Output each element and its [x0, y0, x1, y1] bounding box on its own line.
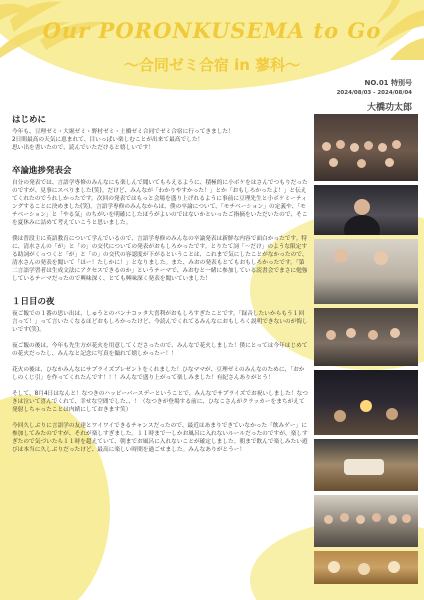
table-photo — [314, 551, 418, 584]
night-paragraph-4: そして、8月4日はなんと！なつきのハッピーバースデーということで、みんなでサプライズでお祝いしました！なつきは泣いて喜んでくれて、幸せな空間でした、、！（なつきが登場する前に、ひなこさんがクラッカーをまちがえて発射しちゃったことは内緒にしておきます笑） — [12, 391, 308, 413]
section-heading-thesis: 卒論進捗発表会 — [12, 166, 72, 176]
dinner-photo — [314, 439, 418, 491]
issue-number: NO.01 特別号 — [364, 79, 412, 87]
thesis-paragraph-2: 僕は普段主に英語教育について学んでいるので、言語学専修のみんなの卒論発表は新鮮な内容で面白かったです。特に、清水さんの「が」と「の」の交代についての発表がおもしろかったです。とりたて詞「〜だけ」のような限定する助詞がくっつくと「が」と「の」の交代の容認度が下がるということは、これまで気にしたことがなかったので、清水さんの発表を聞いて「ほー！たしかに！」となりました。また、みおの発表もとてもおもしろかったです。「第二言語学習者は生成文法にアクセスできるのか」というテーマで、みおむと一緒に参加している読書会でまさに勉強しているテーマだったので興味深く、とても興味深く発表を聞いていました！ — [12, 236, 308, 282]
issue-meta — [337, 78, 412, 113]
intro-paragraph: 今年も、豆理ゼミ・大堀ゼミ・野村ゼミ・土橋ゼミ合同でゼミ合宿に行ってきました！ 2日間最高の天気に恵まれて、目いっぱい楽しむことが出来て最高でした！ 思い出を書いたので、読んでいただけると嬉しいです！ — [12, 129, 234, 151]
issue-dates: 2024/08/03 - 2024/08/04 — [336, 90, 412, 96]
group-photo — [314, 114, 418, 181]
sparkler-photo — [314, 370, 418, 435]
group-photo-2 — [314, 495, 418, 547]
page-subtitle: 〜合同ゼミ合宿 in 蓼科〜 — [123, 56, 301, 74]
night-paragraph-3: 花火の後は、ひなかみんなにサプライズプレゼントをくれました！ひなママが、豆理ゼミのみんなのために、「おかしのくじ引」を作ってくれたんです！！！みんなで盛り上がって楽しみました！有紀さんありがとう！ — [12, 367, 305, 381]
section-heading-intro: はじめに — [12, 115, 47, 125]
page-title: Our PORONKUSEMA to Go — [42, 18, 382, 43]
author-name: 大橋功太郎 — [366, 103, 412, 113]
thesis-paragraph-1: 自分の発表では、言語学専修のみんなにも楽しんで聞いてもらえるように、積極的に小ボケをはさんでつもりだったのですが、見事にスベりました(笑)。だけど、みんなが「わかりやすかった！」とか「おもしろかったよ！」と伝えてくれたのでうれしかったです。次回の発表ではもっと会場を盛り上げれるように事前に豆理先生と小ボケミーティングすることに決めました(笑)。言語学専修のみんなからは、僕の卒論について、「モチベーション」の定義や、「モチベーション」と「やる気」のちがいを明確にしたほうがよいのではないかといったご指摘をいただいたので、そこを夏休みに詰めて考えていこうと思いました。 — [12, 180, 308, 226]
section-heading-night: １日目の夜 — [12, 297, 55, 307]
article-body — [12, 113, 308, 454]
night-paragraph-5: 今回久しぶりに言語学の友達とワイワイできるチャンスだったので、最近はあまりできていなかった「飲みゲー」に参加してみたのですが、それが楽しすぎました。１１時まで一しかお風呂に入れないルールだったのですが、楽しすぎたので気づいたら１１時を超えていて、朝までお風呂に入れないことが確定しました。朝まで飲んで楽しみたい遊びは本当に久しぶりだったけど、最高に楽しい時間を過ごせました。みんなありがとうー！ — [12, 423, 308, 453]
photo-column — [314, 114, 418, 588]
night-paragraph-2: 夜ご飯の後は、今年も先生方が花火を用意してくださったので、みんなで花火しました！僕にとっては今年はじめての花火だったし、みんなと記念に写真を撮れて嬉しかったー！！ — [12, 343, 308, 357]
classroom-photo — [314, 308, 418, 366]
presentation-photo — [314, 185, 418, 235]
night-paragraph-1: 夜ご飯での１番の思い出は、しゅうとのパンナコッタ大喜利がおもしろすぎたことです。「録音したいからもう１回言って！」って言いたくなるほどおもしろかったけど、今読んでくれてるみんなにおもしろく説明できないのが悔しいです(笑)。 — [12, 311, 308, 333]
laptop-photo — [314, 239, 418, 304]
